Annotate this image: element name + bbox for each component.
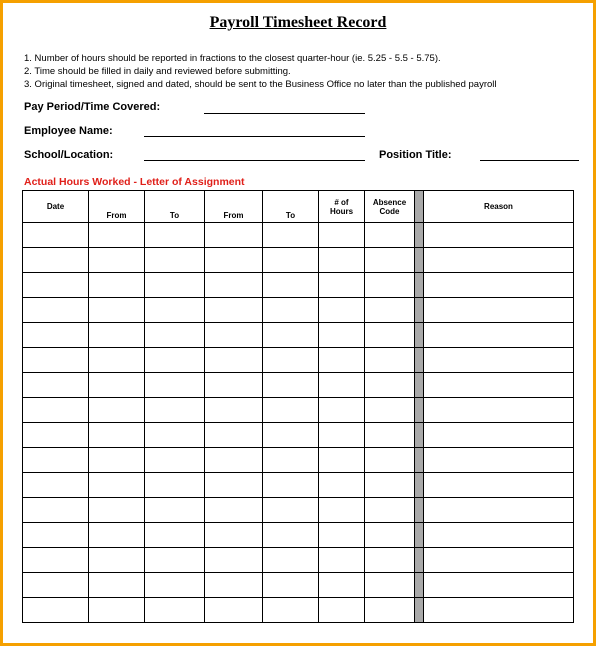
to-1-cell[interactable]: [145, 348, 205, 373]
separator-cell: [415, 573, 424, 598]
to-2-cell[interactable]: [263, 373, 319, 398]
date-cell[interactable]: [23, 348, 89, 373]
from-1-cell[interactable]: [89, 598, 145, 623]
table-row: [23, 573, 574, 598]
to-2-cell[interactable]: [263, 273, 319, 298]
reason-cell[interactable]: [424, 273, 574, 298]
header-reason: Reason: [424, 191, 574, 223]
to-1-cell[interactable]: [145, 273, 205, 298]
hours-cell[interactable]: [319, 598, 365, 623]
separator-cell: [415, 398, 424, 423]
from-1-cell[interactable]: [89, 248, 145, 273]
separator-cell: [415, 223, 424, 248]
from-2-cell[interactable]: [205, 348, 263, 373]
hours-cell[interactable]: [319, 348, 365, 373]
separator-cell: [415, 498, 424, 523]
absence-code-cell[interactable]: [365, 223, 415, 248]
hours-cell[interactable]: [319, 573, 365, 598]
hours-cell[interactable]: [319, 448, 365, 473]
from-1-cell[interactable]: [89, 423, 145, 448]
to-2-cell[interactable]: [263, 498, 319, 523]
date-cell[interactable]: [23, 548, 89, 573]
to-1-cell[interactable]: [145, 323, 205, 348]
hours-cell[interactable]: [319, 523, 365, 548]
separator-cell: [415, 298, 424, 323]
to-2-cell[interactable]: [263, 248, 319, 273]
table-row: [23, 448, 574, 473]
date-cell[interactable]: [23, 373, 89, 398]
separator-cell: [415, 448, 424, 473]
to-1-cell[interactable]: [145, 298, 205, 323]
hours-cell[interactable]: [319, 398, 365, 423]
from-2-cell[interactable]: [205, 548, 263, 573]
header-hours-line2: Hours: [329, 206, 354, 216]
absence-code-cell[interactable]: [365, 523, 415, 548]
from-1-cell[interactable]: [89, 473, 145, 498]
to-2-cell[interactable]: [263, 348, 319, 373]
employee-name-field[interactable]: [144, 136, 365, 137]
separator-cell: [415, 598, 424, 623]
pay-period-field[interactable]: [204, 113, 365, 114]
reason-cell[interactable]: [424, 323, 574, 348]
reason-cell[interactable]: [424, 423, 574, 448]
header-absence-line1: Absence: [372, 197, 407, 207]
hours-cell[interactable]: [319, 248, 365, 273]
table-row: [23, 473, 574, 498]
reason-cell[interactable]: [424, 598, 574, 623]
from-1-cell[interactable]: [89, 348, 145, 373]
table-row: [23, 223, 574, 248]
to-2-cell[interactable]: [263, 523, 319, 548]
instruction-item: 3. Original timesheet, signed and dated, should be sent to the Business Office no later than the published payroll: [24, 79, 497, 90]
employee-name-label: Employee Name:: [24, 125, 113, 137]
table-row: [23, 248, 574, 273]
to-1-cell[interactable]: [145, 223, 205, 248]
absence-code-cell[interactable]: [365, 573, 415, 598]
school-location-label: School/Location:: [24, 149, 114, 161]
separator-cell: [415, 523, 424, 548]
reason-cell[interactable]: [424, 473, 574, 498]
date-cell[interactable]: [23, 598, 89, 623]
date-cell[interactable]: [23, 223, 89, 248]
from-2-cell[interactable]: [205, 398, 263, 423]
from-1-cell[interactable]: [89, 298, 145, 323]
to-2-cell[interactable]: [263, 473, 319, 498]
reason-cell[interactable]: [424, 223, 574, 248]
to-1-cell[interactable]: [145, 498, 205, 523]
absence-code-cell[interactable]: [365, 373, 415, 398]
header-from-2: From: [205, 191, 263, 223]
page-title: Payroll Timesheet Record: [209, 14, 387, 31]
table-row: [23, 373, 574, 398]
separator-cell: [415, 473, 424, 498]
to-2-cell[interactable]: [263, 398, 319, 423]
from-2-cell[interactable]: [205, 323, 263, 348]
hours-cell[interactable]: [319, 373, 365, 398]
date-cell[interactable]: [23, 398, 89, 423]
reason-cell[interactable]: [424, 398, 574, 423]
table-row: [23, 298, 574, 323]
reason-cell[interactable]: [424, 348, 574, 373]
date-cell[interactable]: [23, 248, 89, 273]
from-2-cell[interactable]: [205, 423, 263, 448]
reason-cell[interactable]: [424, 498, 574, 523]
header-hours-line1: # of: [334, 197, 349, 207]
absence-code-cell[interactable]: [365, 323, 415, 348]
to-1-cell[interactable]: [145, 398, 205, 423]
from-2-cell[interactable]: [205, 573, 263, 598]
date-cell[interactable]: [23, 423, 89, 448]
from-1-cell[interactable]: [89, 448, 145, 473]
from-2-cell[interactable]: [205, 448, 263, 473]
separator-cell: [415, 273, 424, 298]
table-row: [23, 498, 574, 523]
position-title-field[interactable]: [480, 160, 579, 161]
from-1-cell[interactable]: [89, 273, 145, 298]
to-1-cell[interactable]: [145, 373, 205, 398]
date-cell[interactable]: [23, 298, 89, 323]
from-1-cell[interactable]: [89, 373, 145, 398]
header-absence-line2: Code: [379, 206, 400, 216]
hours-cell[interactable]: [319, 473, 365, 498]
instruction-item: 1. Number of hours should be reported in fractions to the closest quarter-hour (ie. 5.25 - 5.5 - 5.75).: [24, 53, 441, 64]
date-cell[interactable]: [23, 573, 89, 598]
reason-cell[interactable]: [424, 298, 574, 323]
table-row: [23, 523, 574, 548]
absence-code-cell[interactable]: [365, 423, 415, 448]
from-1-cell[interactable]: [89, 548, 145, 573]
date-cell[interactable]: [23, 523, 89, 548]
header-hours: [319, 191, 365, 223]
hours-cell[interactable]: [319, 423, 365, 448]
to-1-cell[interactable]: [145, 573, 205, 598]
table-row: [23, 348, 574, 373]
table-row: [23, 598, 574, 623]
reason-cell[interactable]: [424, 548, 574, 573]
from-1-cell[interactable]: [89, 398, 145, 423]
date-cell[interactable]: [23, 498, 89, 523]
table-row: [23, 548, 574, 573]
to-2-cell[interactable]: [263, 548, 319, 573]
to-2-cell[interactable]: [263, 323, 319, 348]
date-cell[interactable]: [23, 273, 89, 298]
table-row: [23, 273, 574, 298]
absence-code-cell[interactable]: [365, 473, 415, 498]
to-2-cell[interactable]: [263, 423, 319, 448]
reason-cell[interactable]: [424, 248, 574, 273]
absence-code-cell[interactable]: [365, 548, 415, 573]
to-1-cell[interactable]: [145, 448, 205, 473]
from-1-cell[interactable]: [89, 323, 145, 348]
from-2-cell[interactable]: [205, 373, 263, 398]
date-cell[interactable]: [23, 473, 89, 498]
header-separator: [415, 191, 424, 223]
to-1-cell[interactable]: [145, 473, 205, 498]
position-title-label: Position Title:: [379, 149, 452, 161]
timesheet-table: [22, 190, 574, 623]
absence-code-cell[interactable]: [365, 598, 415, 623]
to-2-cell[interactable]: [263, 573, 319, 598]
reason-cell[interactable]: [424, 573, 574, 598]
absence-code-cell[interactable]: [365, 348, 415, 373]
table-row: [23, 323, 574, 348]
table-row: [23, 398, 574, 423]
to-1-cell[interactable]: [145, 523, 205, 548]
separator-cell: [415, 323, 424, 348]
from-2-cell[interactable]: [205, 598, 263, 623]
separator-cell: [415, 548, 424, 573]
to-2-cell[interactable]: [263, 448, 319, 473]
from-1-cell[interactable]: [89, 223, 145, 248]
header-from-1: From: [89, 191, 145, 223]
separator-cell: [415, 348, 424, 373]
from-2-cell[interactable]: [205, 273, 263, 298]
hours-cell[interactable]: [319, 273, 365, 298]
from-2-cell[interactable]: [205, 248, 263, 273]
header-absence-code: [365, 191, 415, 223]
from-2-cell[interactable]: [205, 473, 263, 498]
from-1-cell[interactable]: [89, 523, 145, 548]
separator-cell: [415, 248, 424, 273]
reason-cell[interactable]: [424, 448, 574, 473]
hours-cell[interactable]: [319, 323, 365, 348]
date-cell[interactable]: [23, 323, 89, 348]
timesheet-body: [23, 223, 574, 623]
absence-code-cell[interactable]: [365, 498, 415, 523]
absence-code-cell[interactable]: [365, 248, 415, 273]
instruction-item: 2. Time should be filled in daily and reviewed before submitting.: [24, 66, 291, 77]
separator-cell: [415, 423, 424, 448]
to-1-cell[interactable]: [145, 248, 205, 273]
to-2-cell[interactable]: [263, 298, 319, 323]
school-location-field[interactable]: [144, 160, 365, 161]
from-1-cell[interactable]: [89, 498, 145, 523]
from-2-cell[interactable]: [205, 498, 263, 523]
to-2-cell[interactable]: [263, 598, 319, 623]
pay-period-label: Pay Period/Time Covered:: [24, 101, 161, 113]
header-to-2: To: [263, 191, 319, 223]
hours-cell[interactable]: [319, 498, 365, 523]
date-cell[interactable]: [23, 448, 89, 473]
table-row: [23, 423, 574, 448]
header-to-1: To: [145, 191, 205, 223]
to-1-cell[interactable]: [145, 548, 205, 573]
absence-code-cell[interactable]: [365, 273, 415, 298]
section-title: Actual Hours Worked - Letter of Assignment: [24, 176, 245, 188]
reason-cell[interactable]: [424, 373, 574, 398]
to-1-cell[interactable]: [145, 598, 205, 623]
from-1-cell[interactable]: [89, 573, 145, 598]
to-1-cell[interactable]: [145, 423, 205, 448]
instructions-list: [24, 52, 497, 91]
from-2-cell[interactable]: [205, 298, 263, 323]
absence-code-cell[interactable]: [365, 298, 415, 323]
header-date: Date: [23, 191, 89, 223]
from-2-cell[interactable]: [205, 523, 263, 548]
from-2-cell[interactable]: [205, 223, 263, 248]
reason-cell[interactable]: [424, 523, 574, 548]
to-2-cell[interactable]: [263, 223, 319, 248]
absence-code-cell[interactable]: [365, 448, 415, 473]
hours-cell[interactable]: [319, 223, 365, 248]
hours-cell[interactable]: [319, 548, 365, 573]
table-header-row: [23, 191, 574, 223]
absence-code-cell[interactable]: [365, 398, 415, 423]
separator-cell: [415, 373, 424, 398]
hours-cell[interactable]: [319, 298, 365, 323]
